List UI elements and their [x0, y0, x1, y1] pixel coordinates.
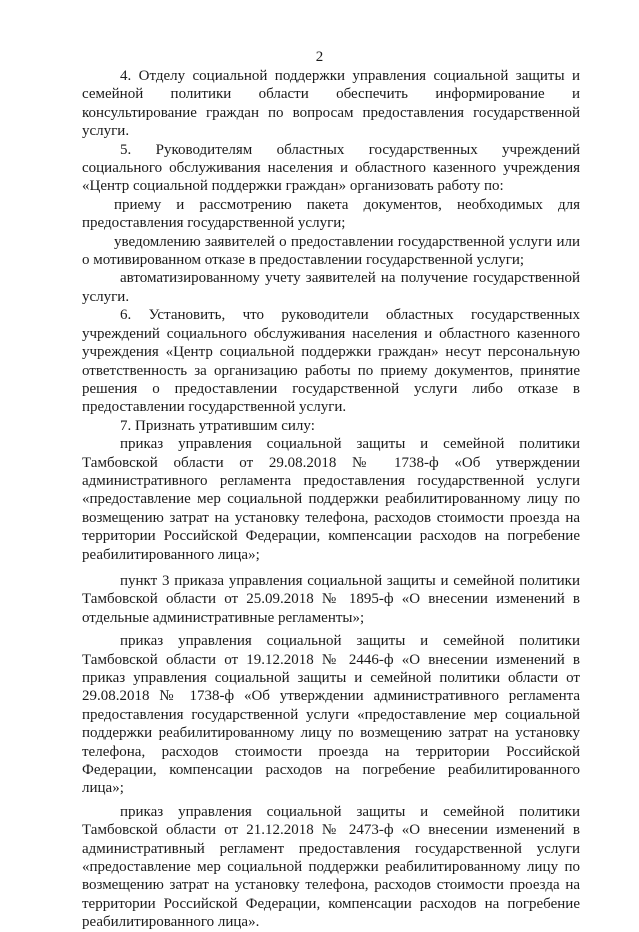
- paragraph-item-7-sub-2: пункт 3 приказа управления социальной защиты и семейной политики Тамбовской области от 25.09.2018 № 1895-ф «О внесении изменений в отдельные административные регламенты»;: [82, 572, 580, 626]
- paragraph-item-5: 5. Руководителям областных государственных учреждений социального обслуживания населения и областного казенного учреждения «Центр социальной поддержки граждан» организовать работу по:: [82, 141, 580, 195]
- paragraph-item-5-sub-2: уведомлению заявителей о предоставлении государственной услуги или о мотивированном отказе в предоставлении государственной услуги;: [82, 233, 580, 269]
- paragraph-item-5-sub-1: приему и рассмотрению пакета документов, необходимых для предоставления государственной услуги;: [82, 196, 580, 232]
- paragraph-item-7: 7. Признать утратившим силу:: [120, 417, 315, 434]
- page-number: 2: [315, 49, 324, 65]
- paragraph-item-4: 4. Отделу социальной поддержки управления социальной защиты и семейной политики области обеспечить информирование и консультирование граждан по вопросам предоставления государственной услуги.: [82, 68, 580, 140]
- paragraph-item-5-sub-3: автоматизированному учету заявителей на получение государственной услуги.: [82, 270, 580, 305]
- paragraph-item-7-sub-4: приказ управления социальной защиты и семейной политики Тамбовской области от 21.12.2018 № 2473-ф «О внесении изменений в административный регламент предоставления государственной услуги «предоставление мер социальной поддержки реабилитированному лицу по возмещению затрат на установку телефона, расходов стоимости проезда на территории Российской Федерации, компенсации расходов на погребение реабилитированного лица».: [82, 803, 580, 931]
- paragraph-item-7-sub-1: приказ управления социальной защиты и семейной политики Тамбовской области от 29.08.2018 № 1738-ф «Об утверждении административного регламента предоставления государственной услуги «предоставление мер социальной поддержки реабилитированному лицу по возмещению затрат на установку телефона, расходов стоимости проезда на территории Российской Федерации, компенсации расходов на погребение реабилитированного лица»;: [82, 436, 580, 563]
- paragraph-item-6: 6. Установить, что руководители областных государственных учреждений социального обслуживания населения и областного казенного учреждения «Центр социальной поддержки граждан» несут персональную ответственность за организацию работы по приему документов, принятие решения о предоставлении государственной услуги либо отказе в предоставлении государственной услуги.: [82, 307, 580, 416]
- paragraph-item-7-sub-3: приказ управления социальной защиты и семейной политики Тамбовской области от 19.12.2018 № 2446-ф «О внесении изменений в приказ управления социальной защиты и семейной политики области от 29.08.2018 № 1738-ф «Об утверждении административного регламента предоставления государственной услуги «предоставление мер социальной поддержки реабилитированному лицу по возмещению затрат на установку телефона, расходов стоимости проезда на территории Российской Федерации, компенсации расходов на погребение реабилитированного лица»;: [82, 633, 580, 797]
- document-body: [82, 67, 580, 932]
